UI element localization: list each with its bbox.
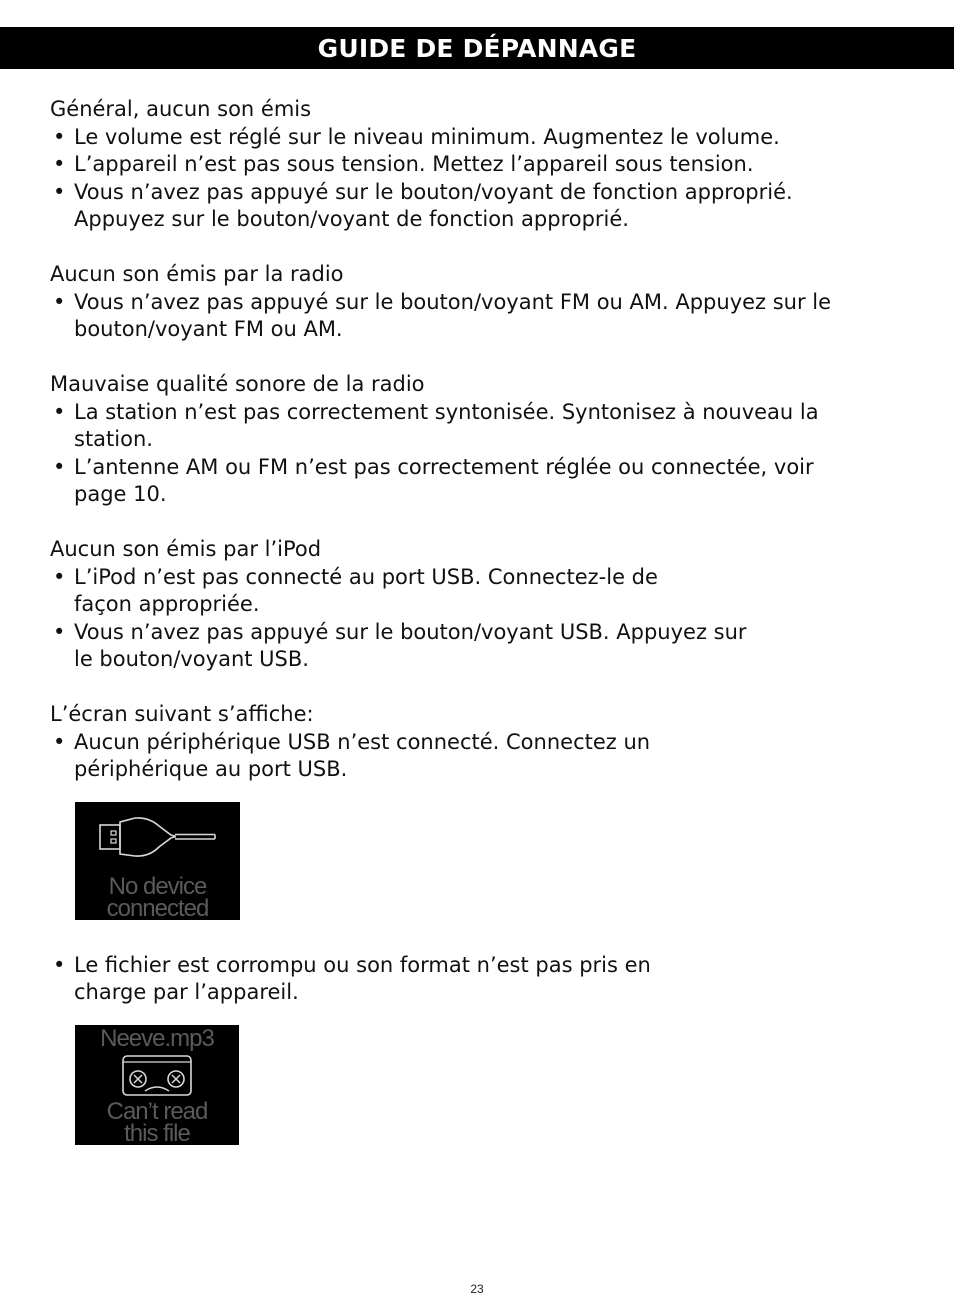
section-ipod <box>50 536 910 674</box>
list-item: • Vous n’avez pas appuyé sur le bouton/voyant FM ou AM. Appuyez sur le bouton/voyant FM ou AM. <box>50 289 834 344</box>
screen-message-line: connected <box>106 894 209 922</box>
screen-message-line: this file <box>124 1119 190 1147</box>
broken-cassette-icon <box>75 1053 239 1103</box>
screen-message-line: Can’t read <box>106 1097 208 1125</box>
page-title: GUIDE DE DÉPANNAGE <box>317 33 637 63</box>
section-radio-quality <box>50 371 910 509</box>
list-item: • Vous n’avez pas appuyé sur le bouton/voyant de fonction approprié. Appuyez sur le bouton/voyant de fonction approprié. <box>50 179 874 234</box>
bullet-list <box>50 729 910 784</box>
section-heading: Général, aucun son émis <box>50 97 312 121</box>
section-heading: Aucun son émis par la radio <box>50 262 344 286</box>
screen-message-line: No device <box>108 872 207 900</box>
list-item: • L’iPod n’est pas connecté au port USB. Connectez-le de façon appropriée. <box>50 564 714 619</box>
list-item: • Le fichier est corrompu ou son format n’est pas pris en charge par l’appareil. <box>50 952 674 1007</box>
list-item: • Aucun périphérique USB n’est connecté. Connectez un périphérique au port USB. <box>50 729 674 784</box>
bullet-list <box>50 289 910 344</box>
usb-plug-icon <box>75 802 240 862</box>
screen-filename: Neeve.mp3 <box>100 1024 214 1052</box>
section-heading: L’écran suivant s’affiche: <box>50 702 314 726</box>
section-heading: Mauvaise qualité sonore de la radio <box>50 372 425 396</box>
bullet-list <box>50 124 910 234</box>
unreadable-file-screen <box>75 1025 239 1145</box>
troubleshooting-content <box>50 96 910 1177</box>
section-screen-messages <box>50 701 910 1145</box>
bullet-list <box>50 952 910 1007</box>
page-number: 23 <box>470 1282 484 1296</box>
bullet-list <box>50 564 910 674</box>
section-general <box>50 96 910 234</box>
list-item: • L’appareil n’est pas sous tension. Mettez l’appareil sous tension. <box>50 151 910 179</box>
bullet-list <box>50 399 910 509</box>
list-item: • Le volume est réglé sur le niveau minimum. Augmentez le volume. <box>50 124 910 152</box>
list-item: • L’antenne AM ou FM n’est pas correctement réglée ou connectée, voir page 10. <box>50 454 854 509</box>
list-item: • La station n’est pas correctement syntonisée. Syntonisez à nouveau la station. <box>50 399 834 454</box>
section-radio-no-sound <box>50 261 910 344</box>
section-heading: Aucun son émis par l’iPod <box>50 537 322 561</box>
no-device-screen <box>75 802 240 920</box>
title-bar <box>0 27 954 69</box>
list-item: • Vous n’avez pas appuyé sur le bouton/voyant USB. Appuyez sur le bouton/voyant USB. <box>50 619 764 674</box>
